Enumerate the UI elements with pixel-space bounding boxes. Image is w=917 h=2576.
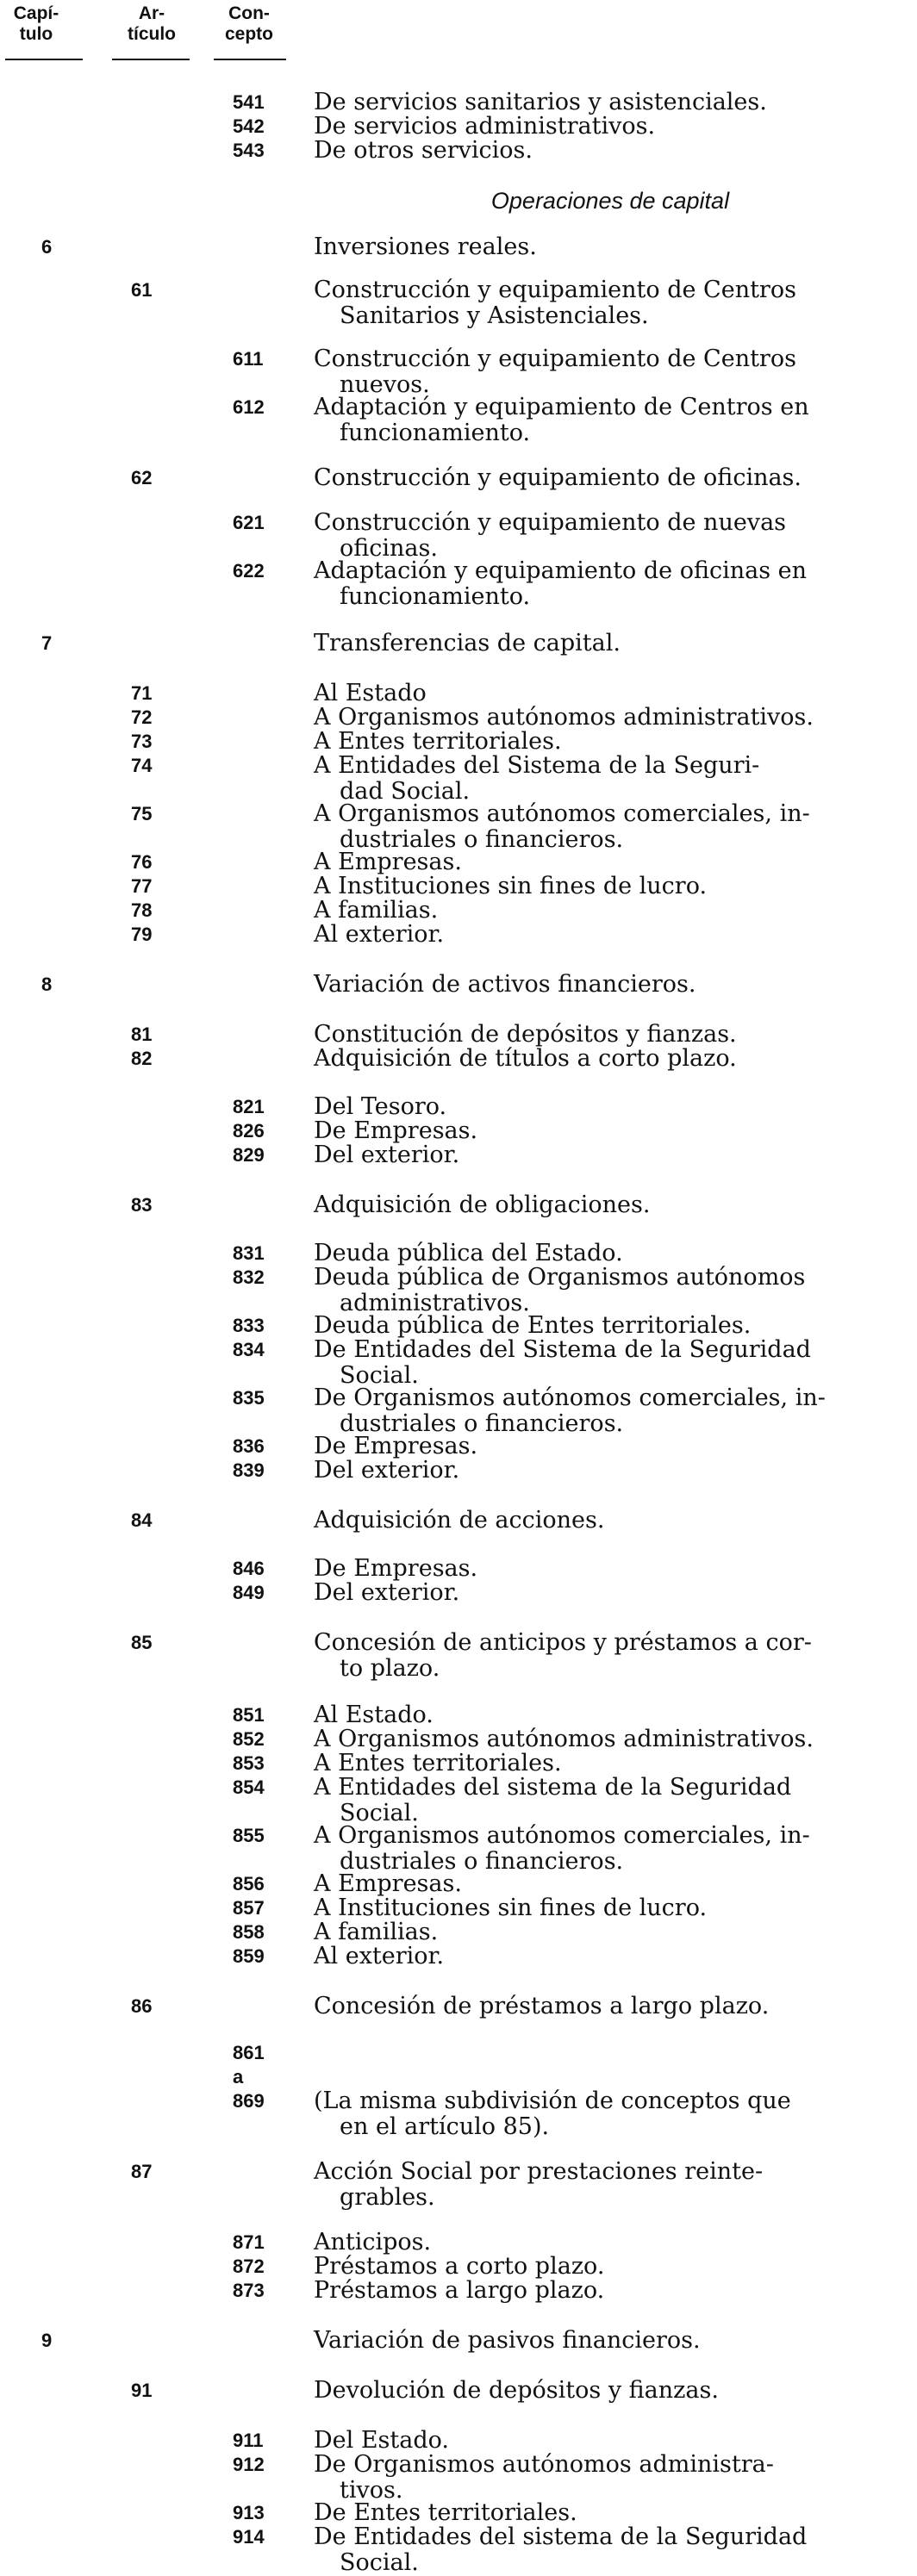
- item-description: [314, 874, 905, 899]
- description-line: Del exterior.: [314, 1142, 460, 1168]
- item-description: [314, 138, 905, 164]
- item-description: [314, 705, 905, 731]
- articulo-code: 84: [131, 1509, 153, 1531]
- description-line: Variación de activos financieros.: [314, 971, 696, 998]
- description-continuation: en el artículo 85).: [340, 2113, 550, 2140]
- articulo-code: 74: [131, 755, 153, 776]
- item-description: [314, 2452, 905, 2504]
- articulo-code: 78: [131, 899, 153, 921]
- description-line: A familias.: [314, 897, 439, 924]
- item-description: [314, 277, 905, 329]
- concepto-code: 543: [233, 140, 265, 161]
- item-description: [314, 631, 905, 656]
- concepto-code: 914: [233, 2526, 265, 2548]
- concepto-code: 872: [233, 2256, 265, 2277]
- articulo-code: 86: [131, 1995, 153, 2017]
- articulo-code: 62: [131, 467, 153, 488]
- description-line: Del Estado.: [314, 2427, 450, 2454]
- item-description: [314, 849, 905, 875]
- description-line: Al exterior.: [314, 1943, 445, 1969]
- concepto-code: 621: [233, 512, 265, 533]
- concepto-code: 846: [233, 1558, 265, 1579]
- description-line: Construcción y equipamiento de Centros: [314, 345, 796, 372]
- description-continuation: Social.: [340, 1362, 419, 1389]
- item-description: [314, 395, 905, 446]
- item-description: [314, 1118, 905, 1144]
- articulo-code: 83: [131, 1194, 153, 1216]
- description-line: Concesión de anticipos y préstamos a cor-: [314, 1629, 812, 1656]
- item-description: [314, 234, 905, 260]
- description-line: A Entes territoriales.: [314, 1750, 562, 1776]
- section-title: Operaciones de capital: [490, 188, 730, 214]
- description-line: Acción Social por prestaciones reinte-: [314, 2158, 764, 2185]
- articulo-code: 81: [131, 1024, 153, 1045]
- capitulo-code: 9: [41, 2330, 53, 2351]
- description-line: Construcción y equipamiento de nuevas: [314, 509, 787, 536]
- articulo-code: 87: [131, 2161, 153, 2182]
- item-description: [314, 681, 905, 706]
- concepto-code: 831: [233, 1242, 265, 1264]
- description-line: Deuda pública de Organismos autónomos: [314, 1264, 806, 1291]
- item-description: [314, 1313, 905, 1339]
- description-line: A Organismos autónomos administrativos.: [314, 704, 814, 731]
- item-description: [314, 1920, 905, 1945]
- concepto-code: 826: [233, 1120, 265, 1142]
- concepto-code: 855: [233, 1825, 265, 1846]
- concepto-code: 835: [233, 1387, 265, 1409]
- description-line: Construcción y equipamiento de oficinas.: [314, 464, 802, 491]
- description-line: Adquisición de acciones.: [314, 1507, 605, 1534]
- articulo-code: 82: [131, 1048, 153, 1069]
- concepto-code: 912: [233, 2454, 265, 2475]
- description-line: Transferencias de capital.: [314, 630, 621, 656]
- description-line: Constitución de depósitos y fianzas.: [314, 1021, 737, 1048]
- description-line: Anticipos.: [314, 2229, 432, 2256]
- description-continuation: funcionamiento.: [340, 583, 531, 610]
- articulo-code: 91: [131, 2380, 153, 2401]
- description-continuation: funcionamiento.: [340, 420, 531, 446]
- concepto-code: 611: [233, 348, 264, 370]
- item-description: [314, 1751, 905, 1776]
- item-description: [314, 1022, 905, 1048]
- concepto-code: 871: [233, 2231, 265, 2253]
- item-description: [314, 1434, 905, 1459]
- description-line: Adquisición de títulos a corto plazo.: [314, 1045, 737, 1072]
- description-continuation: grables.: [340, 2184, 435, 2211]
- item-description: [314, 1702, 905, 1728]
- concepto-code: 612: [233, 396, 265, 418]
- item-description: [314, 510, 905, 562]
- item-description: [314, 346, 905, 398]
- item-description: [314, 1142, 905, 1168]
- description-line: Del exterior.: [314, 1579, 460, 1606]
- articulo-code: 71: [131, 682, 153, 704]
- concepto-code: 836: [233, 1435, 265, 1457]
- description-line: A Organismos autónomos administrativos.: [314, 1726, 814, 1752]
- capitulo-code: 8: [41, 974, 53, 995]
- item-description: [314, 801, 905, 853]
- item-description: [314, 1630, 905, 1682]
- item-description: [314, 465, 905, 491]
- description-line: Al Estado: [314, 680, 427, 706]
- concepto-code: 852: [233, 1728, 265, 1750]
- description-line: Del exterior.: [314, 1457, 460, 1484]
- item-description: [314, 1580, 905, 1606]
- capitulo-code: 7: [41, 632, 53, 654]
- description-line: Devolución de depósitos y fianzas.: [314, 2377, 719, 2404]
- header-divider: [214, 59, 286, 60]
- item-description: [314, 1094, 905, 1120]
- item-description: [314, 2328, 905, 2354]
- description-line: Al Estado.: [314, 1702, 434, 1728]
- description-line: A Empresas.: [314, 849, 462, 875]
- concepto-code: 821: [233, 1096, 265, 1117]
- description-continuation: to plazo.: [340, 1655, 440, 1682]
- description-line: De Empresas.: [314, 1117, 478, 1144]
- concepto-code: 833: [233, 1315, 265, 1336]
- item-description: [314, 1458, 905, 1484]
- description-line: De Empresas.: [314, 1555, 478, 1582]
- articulo-code: 85: [131, 1632, 153, 1653]
- item-description: [314, 2524, 905, 2576]
- item-description: [314, 898, 905, 924]
- item-description: [314, 1775, 905, 1826]
- description-line: Al exterior.: [314, 921, 445, 948]
- description-continuation: Social.: [340, 2549, 419, 2576]
- description-line: Préstamos a largo plazo.: [314, 2277, 605, 2304]
- description-line: De Entes territoriales.: [314, 2499, 577, 2526]
- item-description: [314, 729, 905, 755]
- description-line: Adaptación y equipamiento de Centros en: [314, 394, 809, 420]
- description-line: A Entidades del Sistema de la Seguri-: [314, 752, 760, 779]
- item-description: [314, 558, 905, 610]
- header-capitulo: Capí- tulo: [13, 3, 59, 44]
- concepto-code: 869: [233, 2090, 265, 2112]
- description-line: (La misma subdivisión de conceptos que: [314, 2088, 791, 2114]
- description-line: A Empresas.: [314, 1870, 462, 1897]
- description-continuation: nuevos.: [340, 371, 430, 398]
- item-description: [314, 1871, 905, 1897]
- description-line: A Instituciones sin fines de lucro.: [314, 1895, 708, 1921]
- concepto-code: 858: [233, 1921, 265, 1943]
- item-description: [314, 1337, 905, 1389]
- concepto-code: 542: [233, 115, 265, 137]
- description-line: Adaptación y equipamiento de oficinas en: [314, 557, 808, 584]
- header-divider: [5, 59, 83, 60]
- description-line: A Instituciones sin fines de lucro.: [314, 873, 708, 899]
- item-description: [314, 1556, 905, 1582]
- concepto-code: 622: [233, 560, 265, 582]
- description-line: Adquisición de obligaciones.: [314, 1192, 651, 1218]
- description-line: De Entidades del sistema de la Seguridad: [314, 2523, 808, 2550]
- item-description: [314, 2159, 905, 2211]
- description-line: Inversiones reales.: [314, 233, 537, 260]
- concepto-code: 856: [233, 1873, 265, 1895]
- concepto-code: 911: [233, 2430, 264, 2451]
- item-description: [314, 1046, 905, 1072]
- item-description: [314, 1823, 905, 1875]
- articulo-code: 77: [131, 875, 153, 897]
- header-concepto: Con- cepto: [224, 3, 273, 44]
- item-description: [314, 1994, 905, 2019]
- concepto-code: a: [233, 2066, 244, 2088]
- item-description: [314, 1265, 905, 1316]
- concepto-code: 857: [233, 1897, 265, 1919]
- description-line: De Entidades del Sistema de la Seguridad: [314, 1336, 811, 1363]
- item-description: [314, 1241, 905, 1266]
- item-description: [314, 1727, 905, 1752]
- description-continuation: Sanitarios y Asistenciales.: [340, 302, 649, 329]
- articulo-code: 76: [131, 851, 153, 873]
- item-description: [314, 972, 905, 998]
- description-line: De otros servicios.: [314, 137, 533, 164]
- description-continuation: dustriales o financieros.: [340, 826, 624, 853]
- description-continuation: dad Social.: [340, 778, 471, 805]
- description-line: Deuda pública del Estado.: [314, 1240, 623, 1266]
- table-header: [0, 3, 917, 60]
- description-line: A Organismos autónomos comerciales, in-: [314, 1822, 810, 1849]
- item-description: [314, 114, 905, 140]
- item-description: [314, 2254, 905, 2280]
- item-description: [314, 2230, 905, 2256]
- description-continuation: oficinas.: [340, 535, 438, 562]
- item-description: [314, 2428, 905, 2454]
- concepto-code: 541: [233, 91, 265, 113]
- description-continuation: administrativos.: [340, 1290, 530, 1316]
- header-articulo: Ar- tículo: [128, 3, 176, 44]
- item-description: [314, 1944, 905, 1969]
- concepto-code: 829: [233, 1144, 265, 1166]
- item-description: [314, 2088, 905, 2140]
- description-continuation: Social.: [340, 1800, 419, 1826]
- item-description: [314, 2378, 905, 2404]
- item-description: [314, 2500, 905, 2526]
- item-description: [314, 922, 905, 948]
- item-description: [314, 90, 905, 115]
- concepto-code: 913: [233, 2502, 265, 2523]
- articulo-code: 75: [131, 803, 153, 824]
- description-line: De servicios administrativos.: [314, 113, 656, 140]
- concepto-code: 861: [233, 2042, 265, 2063]
- description-line: Concesión de préstamos a largo plazo.: [314, 1993, 770, 2019]
- description-line: A Organismos autónomos comerciales, in-: [314, 800, 810, 827]
- description-line: De servicios sanitarios y asistenciales.: [314, 89, 767, 115]
- item-description: [314, 1192, 905, 1218]
- description-line: Variación de pasivos financieros.: [314, 2327, 701, 2354]
- description-line: Deuda pública de Entes territoriales.: [314, 1312, 752, 1339]
- description-line: De Empresas.: [314, 1433, 478, 1459]
- concepto-code: 859: [233, 1945, 265, 1967]
- description-line: De Organismos autónomos administra-: [314, 2451, 774, 2478]
- item-description: [314, 1508, 905, 1534]
- articulo-code: 72: [131, 706, 153, 728]
- item-description: [314, 1385, 905, 1437]
- capitulo-code: 6: [41, 236, 53, 258]
- articulo-code: 61: [131, 279, 153, 301]
- description-line: A Entidades del sistema de la Seguridad: [314, 1774, 792, 1801]
- concepto-code: 853: [233, 1752, 265, 1774]
- description-continuation: dustriales o financieros.: [340, 1848, 624, 1875]
- concepto-code: 854: [233, 1776, 265, 1798]
- item-description: [314, 1895, 905, 1921]
- description-continuation: tivos.: [340, 2477, 403, 2504]
- concepto-code: 873: [233, 2280, 265, 2301]
- concepto-code: 851: [233, 1704, 265, 1726]
- item-description: [314, 2278, 905, 2304]
- concepto-code: 832: [233, 1266, 265, 1288]
- item-description: [314, 753, 905, 805]
- description-line: Préstamos a corto plazo.: [314, 2253, 605, 2280]
- description-line: A Entes territoriales.: [314, 728, 562, 755]
- description-line: Del Tesoro.: [314, 1093, 447, 1120]
- concepto-code: 849: [233, 1582, 265, 1603]
- concepto-code: 839: [233, 1459, 265, 1481]
- description-line: A familias.: [314, 1919, 439, 1945]
- articulo-code: 73: [131, 731, 153, 752]
- description-continuation: dustriales o financieros.: [340, 1410, 624, 1437]
- articulo-code: 79: [131, 924, 153, 945]
- header-divider: [112, 59, 190, 60]
- concepto-code: 834: [233, 1339, 265, 1360]
- description-line: Construcción y equipamiento de Centros: [314, 277, 796, 303]
- description-line: De Organismos autónomos comerciales, in-: [314, 1384, 826, 1411]
